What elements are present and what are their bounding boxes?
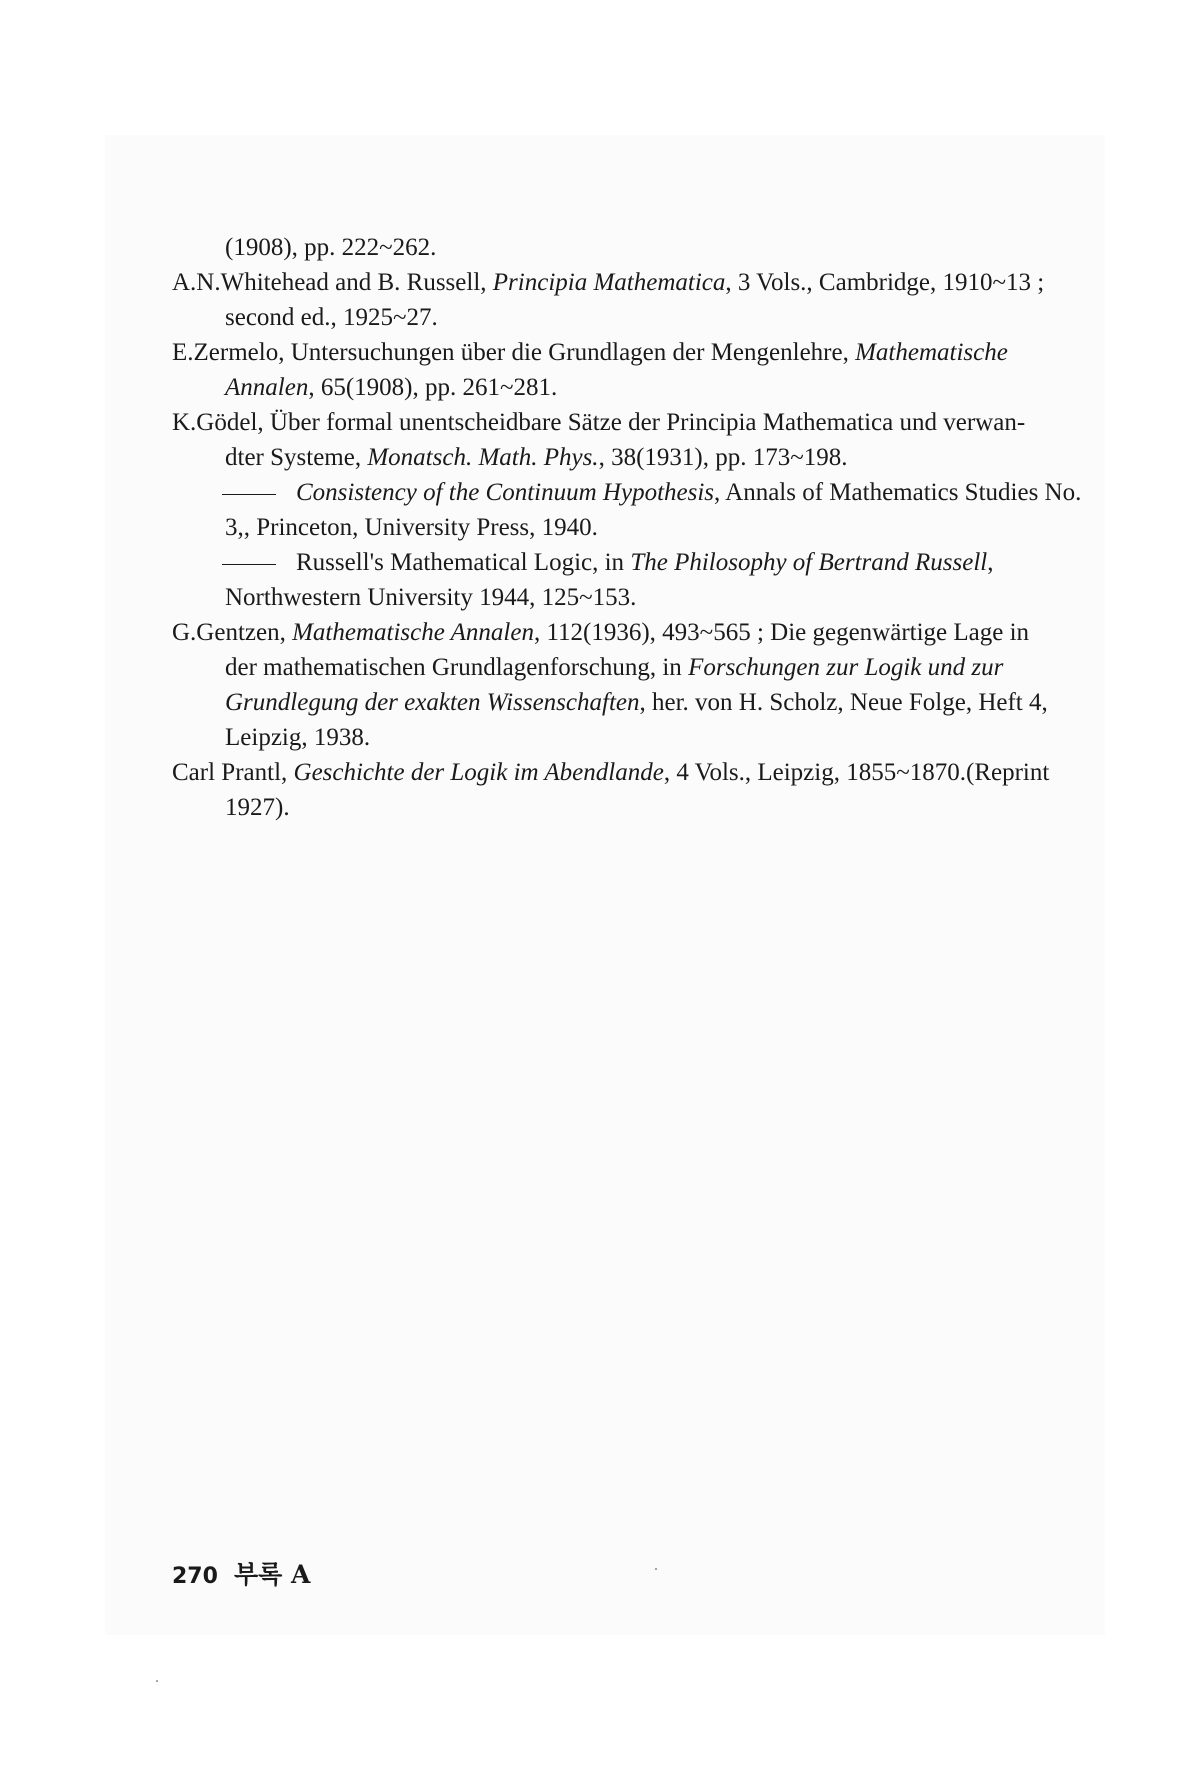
reference-line: (1908), pp. 222~262. xyxy=(225,234,437,261)
title-text: der mathematischen Grundlagenforschung, in xyxy=(225,654,689,681)
detail-text: , 3 Vols., Cambridge, 1910~13 ; xyxy=(725,269,1045,296)
ditto-dash xyxy=(222,564,276,565)
reference-entry-continued xyxy=(172,230,1067,265)
detail-text: , her. von H. Scholz, Neue Folge, Heft 4, xyxy=(639,689,1048,716)
reference-line xyxy=(172,265,1067,300)
punctuation-text: , xyxy=(987,549,994,576)
author-text: Carl Prantl, xyxy=(172,759,294,786)
reference-entry-whitehead-russell xyxy=(172,265,1067,335)
title-text: Russell's Mathematical Logic, in xyxy=(296,549,631,576)
author-text: A.N.Whitehead and B. Russell, xyxy=(172,269,493,296)
reference-line xyxy=(172,440,1067,475)
reference-entry-goedel-consistency xyxy=(172,475,1082,545)
detail-text: , 4 Vols., Leipzig, 1855~1870.(Reprint xyxy=(663,759,1050,786)
section-label: 부록 A xyxy=(233,1560,311,1589)
reference-entry-goedel-russell xyxy=(172,545,1067,615)
reference-list xyxy=(172,230,1082,825)
reference-line: Northwestern University 1944, 125~153. xyxy=(225,584,637,611)
series-title-text: Grundlegung der exakten Wissenschaften xyxy=(225,689,640,716)
reference-line xyxy=(172,615,1067,650)
detail-text: , Annals of Mathematics Studies No. xyxy=(714,479,1082,506)
reference-line: Leipzig, 1938. xyxy=(225,724,371,751)
journal-text: Monatsch. Math. Phys. xyxy=(367,444,599,471)
journal-text: Annalen xyxy=(225,374,309,401)
detail-text: , 38(1931), pp. 173~198. xyxy=(598,444,848,471)
title-text: Geschichte der Logik im Abendlande xyxy=(293,759,664,786)
title-text: dter Systeme, xyxy=(225,444,368,471)
author-text: E.Zermelo, Untersuchungen über die Grundlagen der Mengenlehre, xyxy=(172,339,856,366)
journal-text: Mathematische Annalen xyxy=(292,619,534,646)
page-number: 270 xyxy=(172,1564,218,1589)
reference-entry-goedel xyxy=(172,405,1067,475)
author-text: G.Gentzen, xyxy=(172,619,293,646)
title-text: Principia Mathematica xyxy=(492,269,726,296)
journal-text: Mathematische xyxy=(855,339,1008,366)
reference-line xyxy=(172,685,1067,720)
reference-line: K.Gödel, Über formal unentscheidbare Sätze der Principia Mathematica und verwan- xyxy=(172,409,1026,436)
series-title-text: Forschungen zur Logik und zur xyxy=(688,654,1004,681)
reference-entry-zermelo xyxy=(172,335,1067,405)
reference-line xyxy=(172,335,1067,370)
detail-text: , 112(1936), 493~565 ; Die gegenwärtige Lage in xyxy=(533,619,1030,646)
reference-line: second ed., 1925~27. xyxy=(225,304,438,331)
reference-entry-prantl xyxy=(172,755,1067,825)
page-footer xyxy=(172,1555,310,1591)
reference-line xyxy=(172,650,1067,685)
detail-text: , 65(1908), pp. 261~281. xyxy=(308,374,558,401)
title-text: Consistency of the Continuum Hypothesis xyxy=(296,479,715,506)
reference-line xyxy=(172,475,1082,510)
reference-entry-gentzen xyxy=(172,615,1067,755)
reference-line xyxy=(172,370,1067,405)
ditto-dash xyxy=(222,494,276,495)
scan-speck xyxy=(156,1680,158,1682)
reference-line xyxy=(172,755,1067,790)
book-title-text: The Philosophy of Bertrand Russell xyxy=(630,549,988,576)
reference-line xyxy=(172,545,1067,580)
reference-line: 3,, Princeton, University Press, 1940. xyxy=(225,514,598,541)
reference-line: 1927). xyxy=(225,794,290,821)
scan-speck xyxy=(655,1568,657,1570)
